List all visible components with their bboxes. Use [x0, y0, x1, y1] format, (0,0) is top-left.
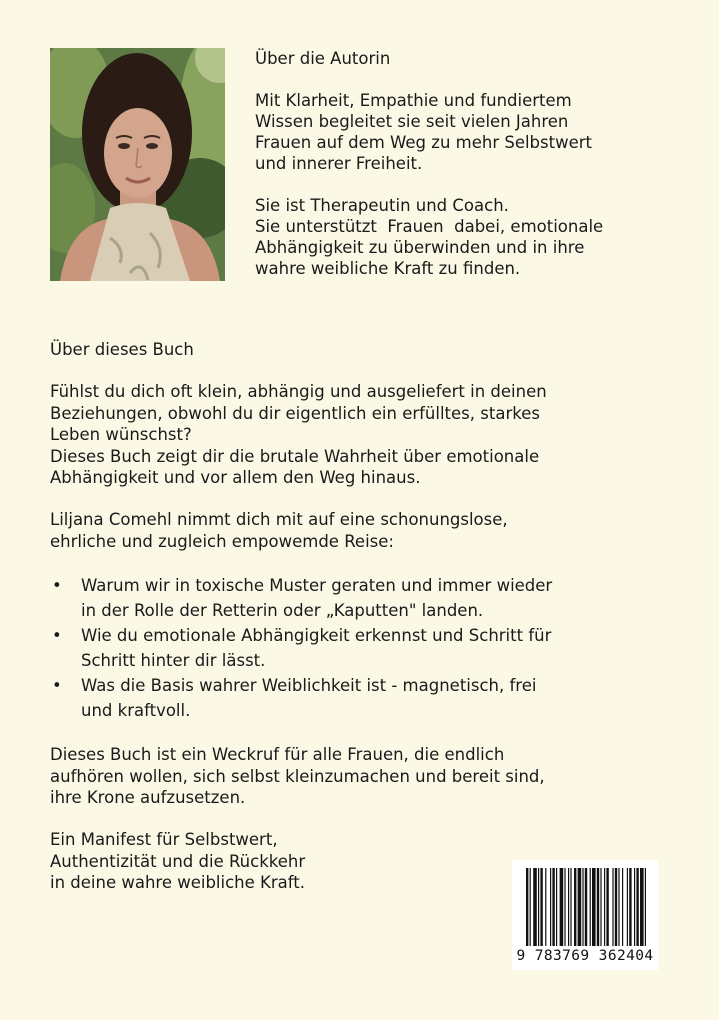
barcode-bar — [612, 868, 613, 946]
barcode-bar — [627, 868, 628, 946]
book-intro-line: Beziehungen, obwohl du dir eigentlich ein erfülltes, starkes — [50, 403, 540, 423]
barcode-bar — [568, 868, 569, 946]
barcode-bar — [640, 868, 644, 946]
author-heading: Über die Autorin — [255, 49, 391, 68]
barcode-bar — [526, 868, 528, 946]
author-text-line: Wissen begleitet sie seit vielen Jahren — [255, 112, 569, 131]
barcode-bar — [552, 868, 554, 946]
book-journey-line: ehrliche und zugleich empowemde Reise: — [50, 531, 394, 551]
book-intro-line: Abhängigkeit und vor allem den Weg hinaus. — [50, 468, 421, 488]
book-manifest-line: Ein Manifest für Selbstwert, — [50, 830, 278, 850]
barcode-bar — [604, 868, 605, 946]
author-text-line: und innerer Freiheit. — [255, 154, 423, 173]
barcode-bar — [530, 868, 531, 946]
barcode-bar — [540, 868, 542, 946]
book-wakeup-line: ihre Krone aufzusetzen. — [50, 788, 246, 808]
book-manifest-line: Authentizität und die Rückkehr — [50, 851, 306, 871]
author-photo — [50, 48, 225, 281]
barcode-bar — [582, 868, 583, 946]
barcode-bar — [564, 868, 565, 946]
bullet-text-line: in der Rolle der Retterin oder „Kaputten" landen. — [81, 601, 484, 621]
barcode-bar — [618, 868, 619, 946]
book-heading: Über dieses Buch — [50, 340, 194, 359]
bullet-dot-icon: • — [52, 576, 62, 596]
author-text-line: Mit Klarheit, Empathie und fundiertem — [255, 91, 572, 110]
barcode-bar — [634, 868, 635, 946]
bullet-item — [50, 623, 670, 673]
book-intro-line: Fühlst du dich oft klein, abhängig und ausgeliefert in deinen — [50, 382, 547, 402]
bullet-text-line: und kraftvoll. — [81, 701, 191, 721]
barcode-bar — [622, 868, 623, 946]
barcode-bar — [533, 868, 537, 946]
book-intro-line: Leben wünschst? — [50, 425, 192, 445]
book-section — [50, 339, 670, 894]
barcode-bar — [538, 868, 539, 946]
barcode-bar — [600, 868, 601, 946]
isbn-number: 9 783769 362404 — [516, 948, 654, 964]
bullet-text-line: Schritt hinter dir lässt. — [81, 651, 266, 671]
book-intro-line: Dieses Buch zeigt dir die brutale Wahrheit über emotionale — [50, 446, 540, 466]
author-text-line: Sie unterstützt Frauen dabei, emotionale — [255, 217, 604, 236]
isbn-barcode — [512, 860, 658, 970]
barcode-bars — [512, 860, 658, 948]
author-section — [255, 48, 695, 279]
author-text-line: Abhängigkeit zu überwinden und in ihre — [255, 238, 585, 257]
barcode-bar — [636, 868, 638, 946]
bullet-dot-icon: • — [52, 676, 62, 696]
bullet-text-line: Was die Basis wahrer Weiblichkeit ist - magnetisch, frei — [81, 676, 537, 696]
barcode-bar — [560, 868, 564, 946]
barcode-bar — [556, 868, 557, 946]
barcode-bar — [590, 868, 591, 946]
author-text-line: wahre weibliche Kraft zu finden. — [255, 259, 521, 278]
barcode-bar — [606, 868, 608, 946]
bullet-item — [50, 573, 670, 623]
book-manifest-line: in deine wahre weibliche Kraft. — [50, 873, 305, 893]
barcode-bar — [597, 868, 599, 946]
bullet-text-line: Warum wir in toxische Muster geraten und immer wieder — [81, 576, 553, 596]
barcode-bar — [615, 868, 617, 946]
book-wakeup-line: Dieses Buch ist ein Weckruf für alle Frauen, die endlich — [50, 745, 505, 765]
author-text-line: Frauen auf dem Weg zu mehr Selbstwert — [255, 133, 593, 152]
barcode-bar — [570, 868, 571, 946]
barcode-bar — [550, 868, 551, 946]
barcode-bar — [574, 868, 576, 946]
author-text-line: Sie ist Therapeutin und Coach. — [255, 196, 509, 215]
bullet-text-line: Wie du emotionale Abhängigkeit erkennst und Schritt für — [81, 626, 552, 646]
book-wakeup-line: aufhören wollen, sich selbst kleinzumachen und bereit sind, — [50, 766, 545, 786]
bullet-list — [50, 573, 670, 723]
author-portrait-image — [50, 48, 225, 281]
barcode-bar — [585, 868, 587, 946]
bullet-dot-icon: • — [52, 626, 62, 646]
barcode-bar — [545, 868, 546, 946]
barcode-bar — [578, 868, 582, 946]
barcode-bar — [592, 868, 596, 946]
barcode-bar — [629, 868, 631, 946]
barcode-bar — [645, 868, 646, 946]
bullet-item — [50, 673, 670, 723]
book-journey-line: Liljana Comehl nimmt dich mit auf eine schonungslose, — [50, 510, 508, 530]
